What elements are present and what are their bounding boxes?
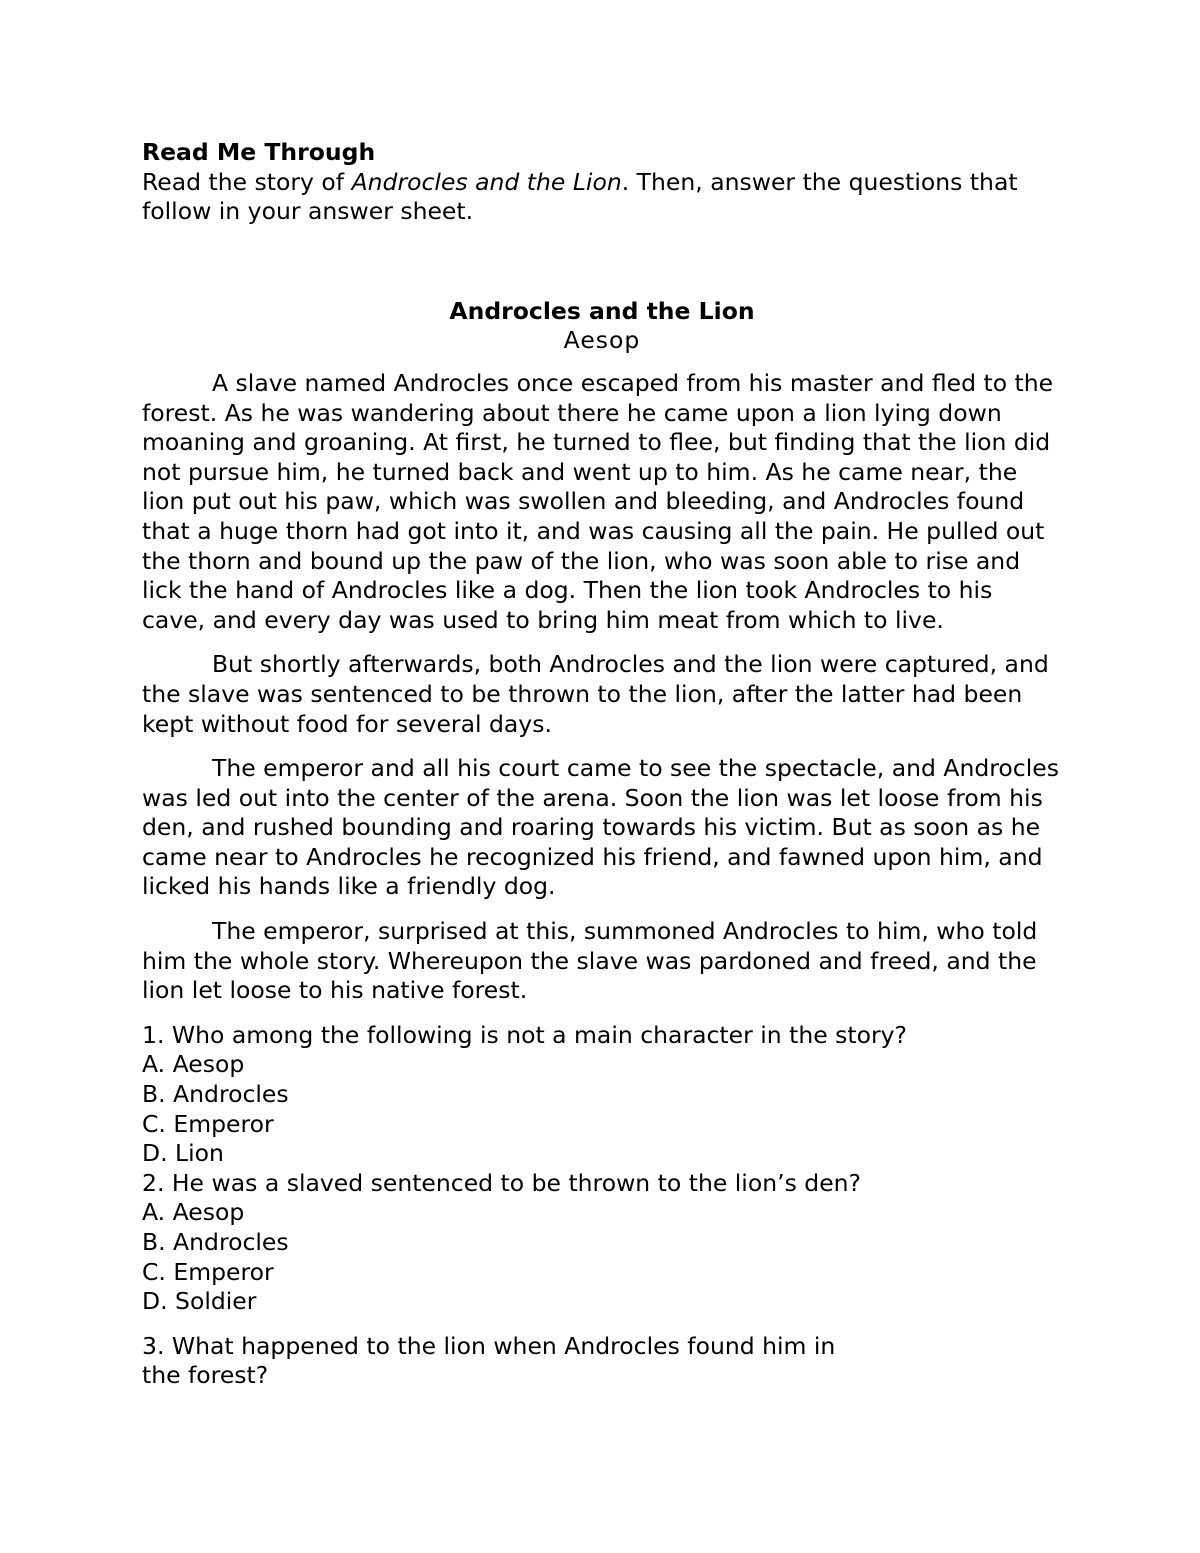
document-page	[142, 138, 1062, 1391]
answer-option: C. Emperor	[142, 1109, 274, 1138]
question-text: 2. He was a slaved sentenced to be thrown to the lion’s den?	[142, 1168, 862, 1197]
questions-section	[142, 1021, 1062, 1391]
instructions-pre: Read the story of	[142, 167, 352, 196]
answer-option: A. Aesop	[142, 1050, 245, 1079]
story-author: Aesop	[563, 326, 641, 355]
story-paragraph: But shortly afterwards, both Androcles and the lion were captured, and the slave was sentenced to be thrown to the lion, after the latter had been kept without food for several days.	[142, 650, 1049, 738]
question-text: 1. Who among the following is not a main character in the story?	[142, 1020, 908, 1049]
section-heading: Read Me Through	[142, 138, 376, 166]
answer-option: D. Soldier	[142, 1287, 257, 1316]
instructions	[142, 168, 1062, 227]
question-2	[142, 1169, 1062, 1317]
story-title: Androcles and the Lion	[449, 296, 755, 325]
answer-option: A. Aesop	[142, 1198, 245, 1227]
story-paragraph: A slave named Androcles once escaped from his master and fled to the forest. As he was wandering about there he came upon a lion lying down moaning and groaning. At first, he turned to flee, but finding that the lion did not pursue him, he turned back and went up to him. As he came near, the lion put out his paw, which was swollen and bleeding, and Androcles found that a huge thorn had got into it, and was causing all the pain. He pulled out the thorn and bound up the paw of the lion, who was soon able to rise and lick the hand of Androcles like a dog. Then the lion took Androcles to his cave, and every day was used to bring him meat from which to live.	[142, 368, 1054, 634]
story-paragraph: The emperor and all his court came to see the spectacle, and Androcles was led out into the center of the arena. Soon the lion was let loose from his den, and rushed bounding and roaring towards his victim. But as soon as he came near to Androcles he recognized his friend, and fawned upon him, and licked his hands like a friendly dog.	[142, 754, 1059, 901]
story-paragraph: The emperor, surprised at this, summoned Androcles to him, who told him the whole story. Whereupon the slave was pardoned and freed, and the lion let loose to his native forest.	[142, 917, 1038, 1005]
answer-option: B. Androcles	[142, 1080, 289, 1109]
instructions-story-name: Androcles and the Lion	[351, 167, 622, 196]
question-1	[142, 1021, 1062, 1169]
question-3	[142, 1332, 862, 1391]
answer-option: C. Emperor	[142, 1257, 274, 1286]
instructions-post: . Then, answer the questions that follow in your answer sheet.	[142, 167, 1018, 226]
answer-option: D. Lion	[142, 1139, 224, 1168]
answer-option: B. Androcles	[142, 1228, 289, 1256]
question-text: 3. What happened to the lion when Androcles found him in the forest?	[142, 1331, 836, 1390]
